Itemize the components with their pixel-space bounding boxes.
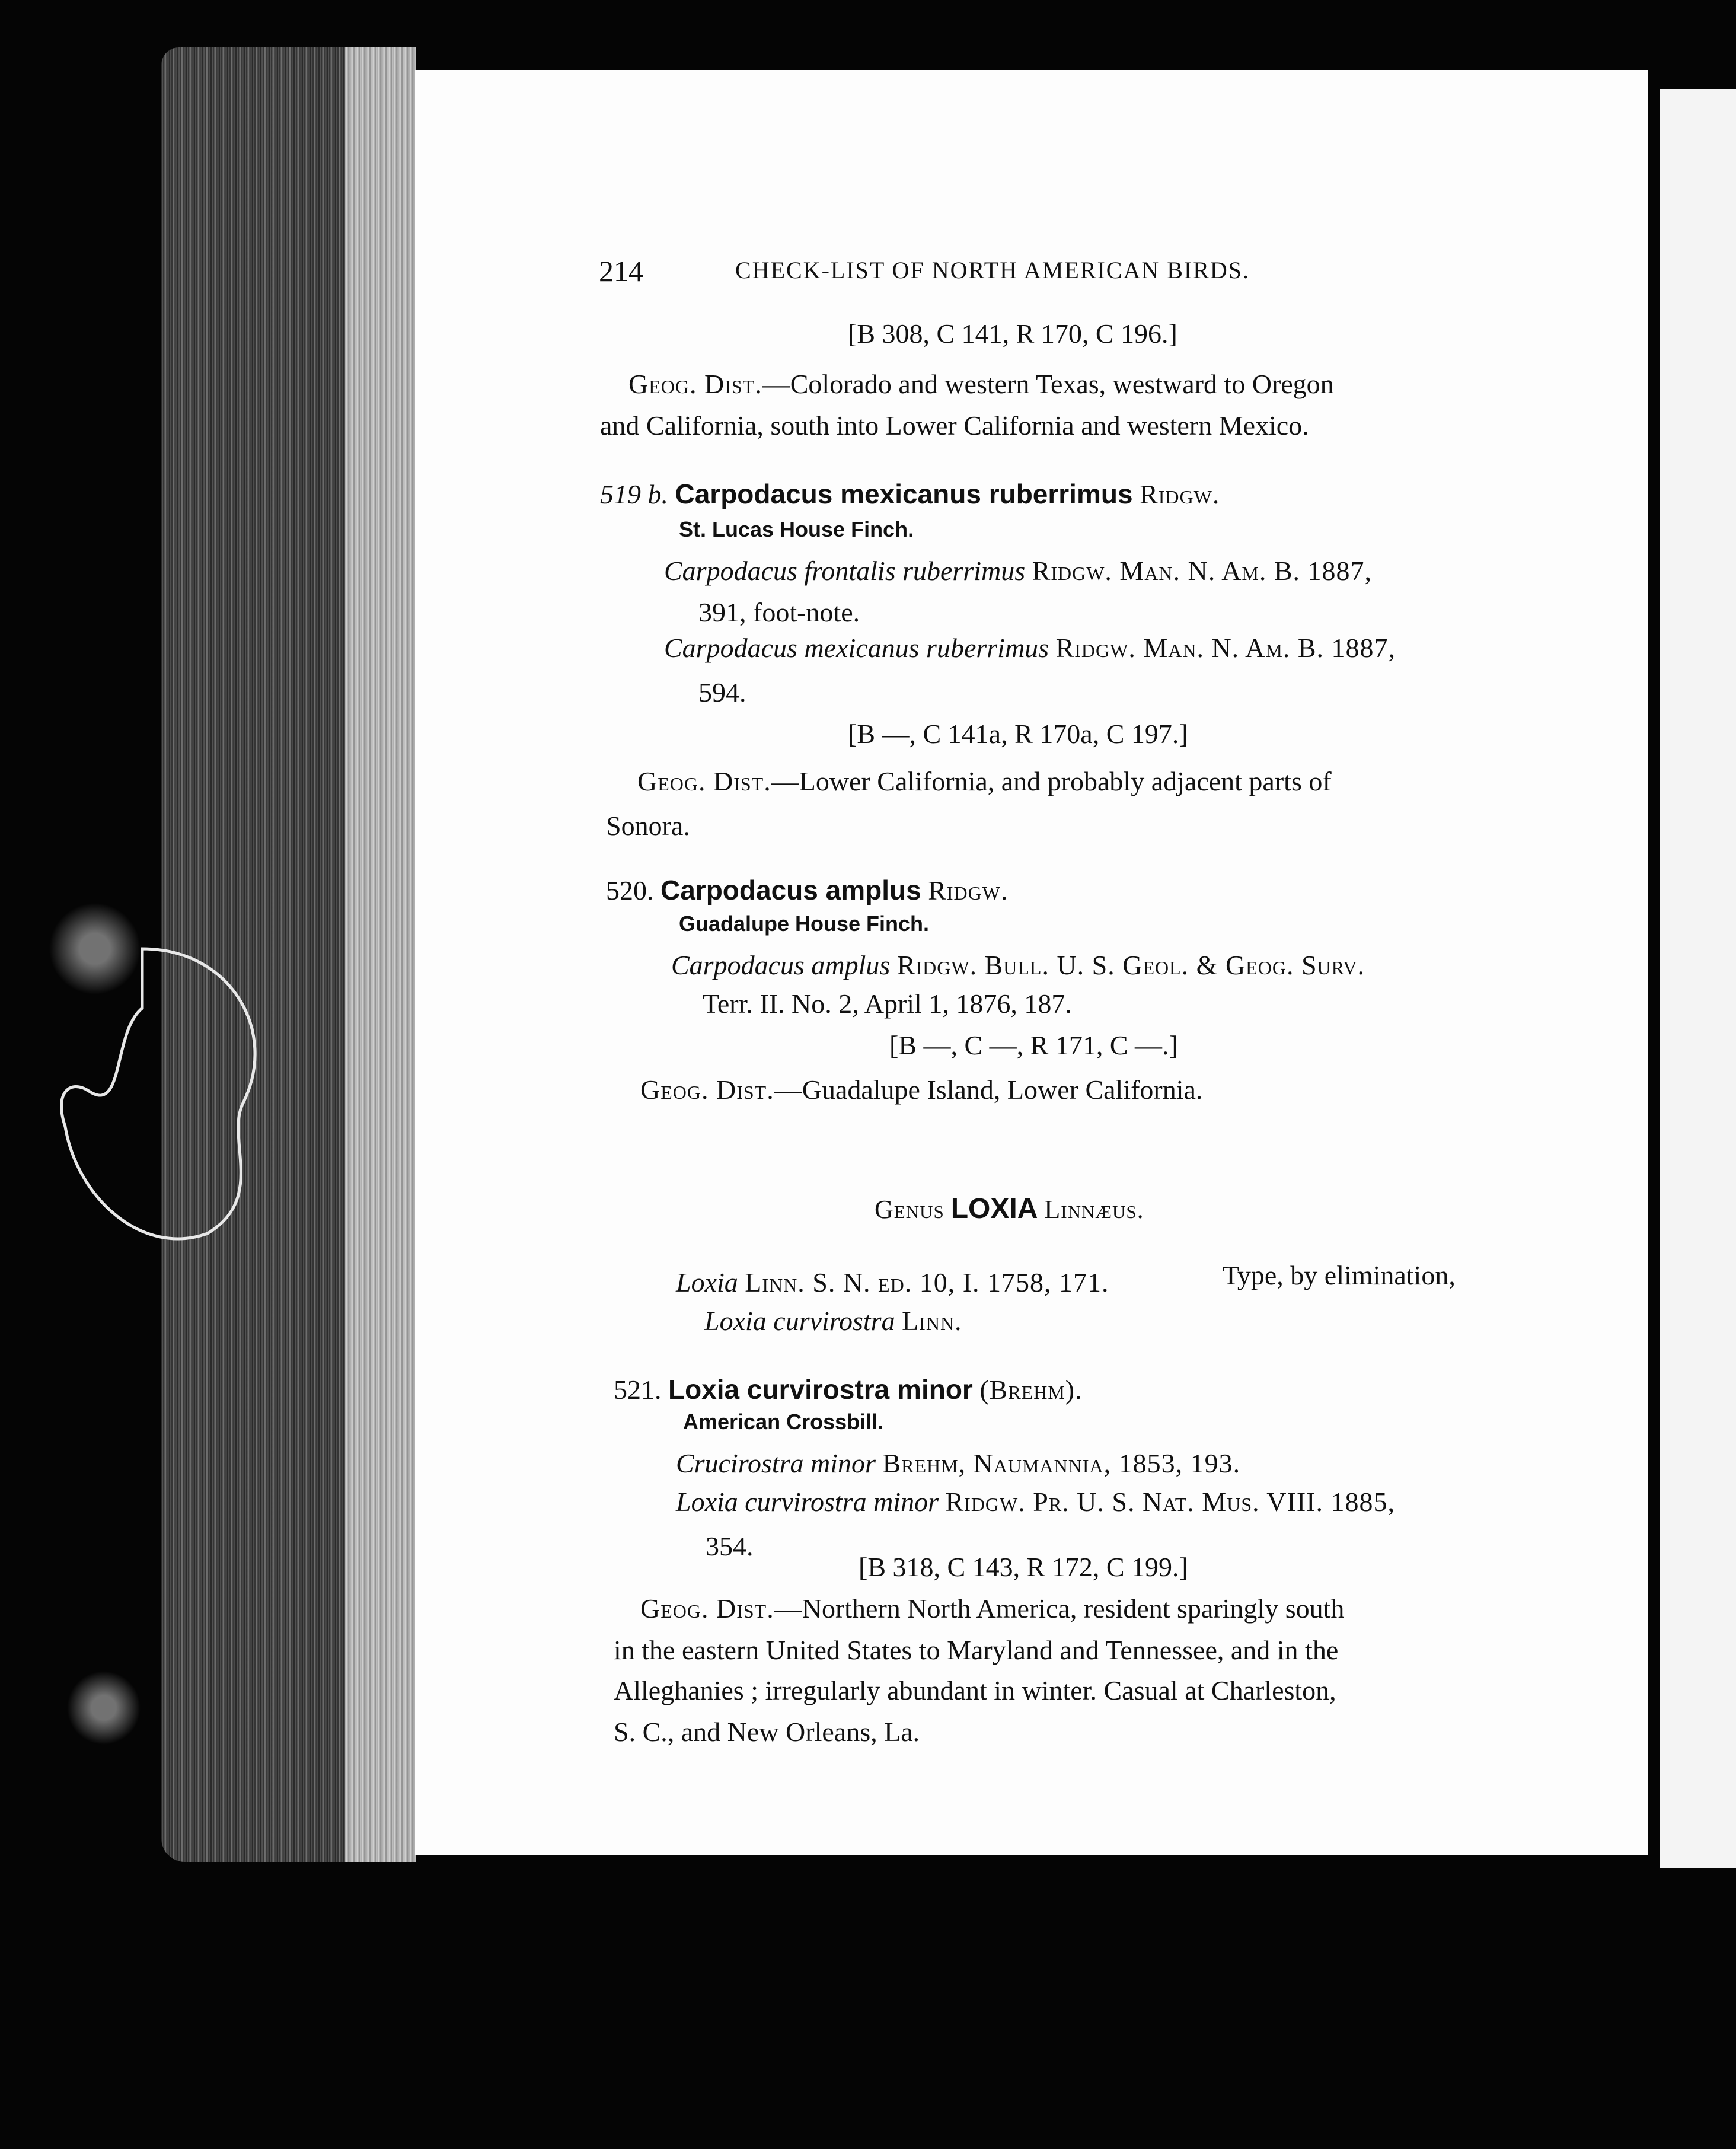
species-author: (Brehm). xyxy=(979,1375,1083,1405)
entry-521-synonym2 xyxy=(676,1488,1395,1516)
entry-521-synonym1 xyxy=(676,1450,1240,1477)
running-head: CHECK-LIST OF NORTH AMERICAN BIRDS. xyxy=(735,257,1250,283)
genus-author: Linnæus. xyxy=(1044,1195,1144,1224)
synonym-ref: Ridgw. Pr. U. S. Nat. Mus. VIII. 1885, xyxy=(945,1487,1395,1517)
genus-type-text: Type, by elimination, xyxy=(1223,1260,1456,1290)
synonym-ref: Ridgw. Man. N. Am. B. 1887, xyxy=(1032,556,1373,586)
species-name: Carpodacus amplus xyxy=(660,875,921,905)
synonym-ref: Brehm, Naumannia, 1853, 193. xyxy=(882,1448,1241,1478)
genus-name: LOXIA xyxy=(950,1193,1038,1225)
species-author: Ridgw. xyxy=(928,875,1009,905)
type-species-name: Loxia curvirostra xyxy=(704,1306,895,1336)
entry-521-synonym2-cont: 354. xyxy=(706,1531,754,1561)
entry-521-heading xyxy=(614,1376,1083,1404)
entry-520-refs: [B —, C —, R 171, C —.] xyxy=(889,1030,1178,1060)
genus-ref-name: Loxia xyxy=(676,1267,738,1297)
entry-number: 519 b. xyxy=(600,479,668,509)
geog-text: Guadalupe Island, Lower California. xyxy=(802,1074,1203,1105)
synonym-name: Crucirostra minor xyxy=(676,1448,876,1478)
genus-prefix: Genus xyxy=(875,1195,944,1224)
entry-number: 521. xyxy=(614,1375,662,1405)
entry-519b-synonym1 xyxy=(664,557,1372,585)
type-species-author: Linn. xyxy=(902,1306,962,1336)
entry-519b-synonym2 xyxy=(664,635,1396,662)
species-name: Carpodacus mexicanus ruberrimus xyxy=(675,479,1133,509)
intro-refs: [B 308, C 141, R 170, C 196.] xyxy=(848,318,1177,349)
entry-520-synonym1-cont: Terr. II. No. 2, April 1, 1876, 187. xyxy=(703,989,1072,1019)
entry-521-common-name: American Crossbill. xyxy=(683,1410,884,1434)
genus-reference xyxy=(676,1269,1109,1296)
entry-521-geog-line2: in the eastern United States to Maryland and Tennessee, and in the xyxy=(614,1635,1339,1665)
facing-page-edge xyxy=(1660,89,1736,1868)
entry-519b-common-name: St. Lucas House Finch. xyxy=(679,517,914,541)
genus-heading xyxy=(875,1195,1144,1223)
geog-label: Geog. Dist.— xyxy=(628,369,790,399)
entry-519b-synonym2-cont: 594. xyxy=(698,677,746,707)
entry-520-heading xyxy=(606,876,1008,904)
entry-520-geog-line1 xyxy=(640,1076,1202,1104)
synonym-name: Carpodacus amplus xyxy=(671,950,891,980)
geog-text: Colorado and western Texas, westward to Oregon xyxy=(790,369,1334,399)
stray-thread xyxy=(53,913,279,1245)
geog-label: Geog. Dist.— xyxy=(640,1593,802,1624)
species-name: Loxia curvirostra minor xyxy=(668,1374,973,1405)
entry-520-common-name: Guadalupe House Finch. xyxy=(679,911,930,936)
geog-label: Geog. Dist.— xyxy=(640,1074,802,1105)
entry-521-geog-line4: S. C., and New Orleans, La. xyxy=(614,1717,920,1747)
entry-519b-geog-line1 xyxy=(637,768,1332,795)
page-number: 214 xyxy=(599,254,643,288)
synonym-name: Carpodacus frontalis ruberrimus xyxy=(664,556,1026,586)
entry-519b-heading xyxy=(600,480,1220,508)
entry-520-synonym1 xyxy=(671,952,1365,979)
entry-number: 520. xyxy=(606,875,654,905)
genus-ref-text: Linn. S. N. ed. 10, I. 1758, 171. xyxy=(745,1267,1109,1297)
synonym-name: Loxia curvirostra minor xyxy=(676,1487,939,1517)
synonym-ref: Ridgw. Bull. U. S. Geol. & Geog. Surv. xyxy=(896,950,1365,980)
geog-text: Northern North America, resident sparingly south xyxy=(802,1593,1345,1624)
geog-label: Geog. Dist.— xyxy=(637,766,799,796)
intro-geog-line2: and California, south into Lower California and western Mexico. xyxy=(600,410,1309,441)
entry-521-geog-line1 xyxy=(640,1595,1344,1622)
entry-521-geog-line3: Alleghanies ; irregularly abundant in winter. Casual at Charleston, xyxy=(614,1675,1336,1705)
entry-519b-geog-line2: Sonora. xyxy=(606,811,690,841)
entry-521-refs: [B 318, C 143, R 172, C 199.] xyxy=(859,1552,1188,1582)
intro-geog-line1 xyxy=(628,371,1334,398)
debris-speck xyxy=(65,1660,142,1755)
genus-type-species xyxy=(704,1308,962,1335)
geog-text: Lower California, and probably adjacent parts of xyxy=(799,766,1332,796)
entry-519b-synonym1-cont: 391, foot-note. xyxy=(698,597,860,627)
synonym-name: Carpodacus mexicanus ruberrimus xyxy=(664,633,1049,663)
entry-519b-refs: [B —, C 141a, R 170a, C 197.] xyxy=(848,719,1188,749)
species-author: Ridgw. xyxy=(1140,479,1220,509)
synonym-ref: Ridgw. Man. N. Am. B. 1887, xyxy=(1055,633,1396,663)
